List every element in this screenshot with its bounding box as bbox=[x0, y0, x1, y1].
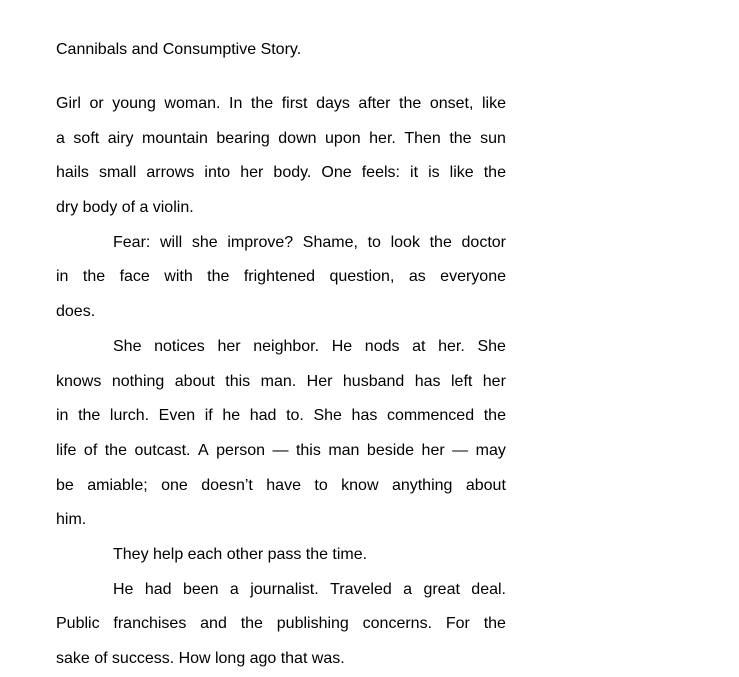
text-word: the bbox=[78, 407, 101, 425]
text-word: her. bbox=[369, 129, 396, 147]
text-word: she bbox=[191, 233, 218, 251]
text-word: in bbox=[56, 407, 69, 425]
text-word: Her bbox=[306, 372, 333, 390]
text-line bbox=[56, 434, 506, 469]
text-word: a bbox=[403, 580, 413, 598]
text-word: onset, bbox=[429, 95, 474, 112]
text-line bbox=[56, 87, 506, 122]
text-word: look bbox=[390, 233, 420, 251]
text-word: They bbox=[113, 545, 149, 563]
text-word: other bbox=[226, 545, 264, 563]
text-line bbox=[56, 642, 506, 677]
text-line bbox=[56, 469, 506, 504]
text-word: about bbox=[465, 476, 506, 494]
text-word: In bbox=[229, 95, 243, 112]
text-word: of bbox=[121, 199, 136, 217]
text-line bbox=[56, 330, 506, 365]
text-word: the bbox=[399, 95, 422, 112]
text-word: upon bbox=[325, 129, 361, 147]
text-word: after bbox=[358, 95, 391, 112]
text-word: She bbox=[313, 407, 342, 425]
text-word: airy bbox=[107, 129, 134, 147]
text-word: For bbox=[445, 615, 470, 633]
text-word: arrows bbox=[146, 164, 195, 182]
text-word: and bbox=[200, 615, 227, 633]
text-word: her bbox=[421, 441, 445, 459]
text-word: he bbox=[222, 407, 241, 425]
text-word: like bbox=[481, 95, 506, 112]
text-line bbox=[56, 260, 506, 295]
text-line bbox=[56, 573, 506, 608]
text-word: deal. bbox=[471, 580, 506, 598]
text-word: commenced bbox=[386, 407, 475, 425]
text-word: bearing bbox=[216, 129, 270, 147]
text-word: young bbox=[112, 95, 156, 112]
text-word: in bbox=[56, 268, 69, 286]
text-word: him. bbox=[56, 511, 87, 529]
text-word: a bbox=[139, 199, 149, 217]
text-word: with bbox=[164, 268, 193, 286]
text-word: husband bbox=[342, 372, 405, 390]
text-word: or bbox=[89, 95, 104, 112]
text-word: her bbox=[217, 337, 241, 355]
text-word: She bbox=[477, 337, 506, 355]
text-word: have bbox=[266, 476, 301, 494]
text-word: anything bbox=[391, 476, 453, 494]
text-line bbox=[56, 295, 506, 330]
text-word: How bbox=[178, 650, 211, 667]
text-word: feels: bbox=[361, 164, 400, 182]
text-word: doesn’t bbox=[201, 476, 253, 494]
text-word: sake bbox=[56, 650, 90, 667]
text-word: man bbox=[328, 441, 360, 459]
text-word: person bbox=[216, 441, 266, 459]
text-word: Fear: bbox=[113, 233, 151, 251]
text-word: a bbox=[56, 129, 65, 147]
text-word: life bbox=[56, 441, 77, 459]
text-word: the bbox=[483, 407, 506, 425]
text-line bbox=[56, 226, 506, 261]
text-word: sun bbox=[480, 129, 506, 147]
text-word: doctor bbox=[461, 233, 506, 251]
text-word: was. bbox=[311, 650, 345, 667]
text-word: soft bbox=[73, 129, 100, 147]
text-word: one bbox=[161, 476, 188, 494]
text-word: nothing bbox=[111, 372, 165, 390]
text-word: mountain bbox=[142, 129, 208, 147]
text-word: lurch. bbox=[109, 407, 150, 425]
text-word: Then bbox=[404, 129, 441, 147]
text-word: pass bbox=[267, 545, 302, 563]
text-word: frightened bbox=[243, 268, 316, 286]
text-word: is bbox=[428, 164, 440, 182]
text-word: the bbox=[449, 129, 472, 147]
text-word: Even bbox=[158, 407, 196, 425]
text-word: the bbox=[483, 615, 506, 633]
text-word: her bbox=[482, 372, 506, 390]
text-word: her. bbox=[438, 337, 465, 355]
text-word: face bbox=[119, 268, 150, 286]
text-word: as bbox=[408, 268, 426, 286]
text-line bbox=[56, 156, 506, 191]
text-word: been bbox=[182, 580, 219, 598]
text-word: had bbox=[144, 580, 172, 598]
text-word: long bbox=[214, 650, 246, 667]
text-line bbox=[56, 503, 506, 538]
text-word: amiable; bbox=[87, 476, 148, 494]
text-word: may bbox=[475, 441, 506, 459]
text-word: body bbox=[82, 199, 118, 217]
text-word: left bbox=[450, 372, 473, 390]
text-word: success. bbox=[111, 650, 175, 667]
text-word: her bbox=[240, 164, 264, 182]
text-word: the bbox=[240, 615, 263, 633]
text-word: this bbox=[295, 441, 321, 459]
text-word: the bbox=[104, 441, 127, 459]
text-word: the bbox=[305, 545, 328, 563]
text-line bbox=[56, 538, 506, 573]
text-word: the bbox=[207, 268, 230, 286]
text-word: of bbox=[83, 441, 98, 459]
text-word: each bbox=[187, 545, 223, 563]
text-word: journalist. bbox=[250, 580, 319, 598]
text-word: neighbor. bbox=[253, 337, 320, 355]
text-word: does. bbox=[56, 303, 96, 321]
text-word: notices bbox=[154, 337, 205, 355]
text-word: nods bbox=[364, 337, 400, 355]
text-word: — bbox=[452, 441, 469, 459]
text-word: into bbox=[204, 164, 231, 182]
text-word: be bbox=[56, 476, 74, 494]
text-word: the bbox=[82, 268, 106, 286]
text-word: about bbox=[174, 372, 215, 390]
text-word: like bbox=[449, 164, 474, 182]
text-word: Public bbox=[56, 615, 100, 633]
text-word: time. bbox=[332, 545, 368, 563]
text-line bbox=[56, 365, 506, 400]
text-word: to. bbox=[286, 407, 304, 425]
text-word: at bbox=[412, 337, 426, 355]
text-word: man. bbox=[260, 372, 297, 390]
text-word: know bbox=[341, 476, 379, 494]
text-line bbox=[56, 399, 506, 434]
text-word: A bbox=[197, 441, 209, 459]
text-word: a bbox=[229, 580, 239, 598]
text-word: if bbox=[204, 407, 213, 425]
text-word: everyone bbox=[440, 268, 506, 286]
text-word: body. bbox=[273, 164, 312, 182]
text-word: to bbox=[314, 476, 328, 494]
text-line bbox=[56, 607, 506, 642]
text-word: concerns. bbox=[362, 615, 433, 633]
text-word: down bbox=[278, 129, 317, 147]
text-word: outcast. bbox=[134, 441, 191, 459]
text-word: question, bbox=[329, 268, 395, 286]
text-word: Traveled bbox=[330, 580, 392, 598]
text-word: He bbox=[331, 337, 353, 355]
text-word: woman. bbox=[164, 95, 221, 112]
text-word: violin. bbox=[152, 199, 194, 217]
text-word: great bbox=[423, 580, 460, 598]
text-word: days bbox=[316, 95, 350, 112]
text-word: Girl bbox=[56, 95, 81, 112]
text-word: — bbox=[272, 441, 289, 459]
text-word: to bbox=[367, 233, 381, 251]
text-word: franchises bbox=[113, 615, 187, 633]
text-word: had bbox=[249, 407, 277, 425]
text-word: ago bbox=[249, 650, 277, 667]
text-word: He bbox=[113, 580, 134, 598]
text-word: She bbox=[113, 337, 142, 355]
text-word: dry bbox=[56, 199, 79, 217]
text-word: help bbox=[152, 545, 184, 563]
text-word: has bbox=[414, 372, 441, 390]
text-word: small bbox=[98, 164, 137, 182]
text-word: knows bbox=[56, 372, 102, 390]
text-word: beside bbox=[366, 441, 415, 459]
text-word: first bbox=[281, 95, 308, 112]
text-word: Shame, bbox=[302, 233, 358, 251]
text-line bbox=[56, 191, 506, 226]
text-word: that bbox=[280, 650, 308, 667]
text-word: this bbox=[225, 372, 251, 390]
text-line bbox=[56, 122, 506, 157]
text-word: has bbox=[351, 407, 378, 425]
document-title: Cannibals and Consumptive Story. bbox=[56, 41, 302, 58]
text-word: the bbox=[429, 233, 452, 251]
text-word: it bbox=[410, 164, 419, 182]
document-body bbox=[56, 87, 506, 677]
text-word: the bbox=[483, 164, 506, 182]
text-word: improve? bbox=[227, 233, 294, 251]
text-word: publishing bbox=[276, 615, 349, 633]
text-word: will bbox=[160, 233, 183, 251]
text-word: of bbox=[94, 650, 108, 667]
text-word: One bbox=[321, 164, 352, 182]
text-word: the bbox=[250, 95, 274, 112]
text-word: hails bbox=[56, 164, 89, 182]
